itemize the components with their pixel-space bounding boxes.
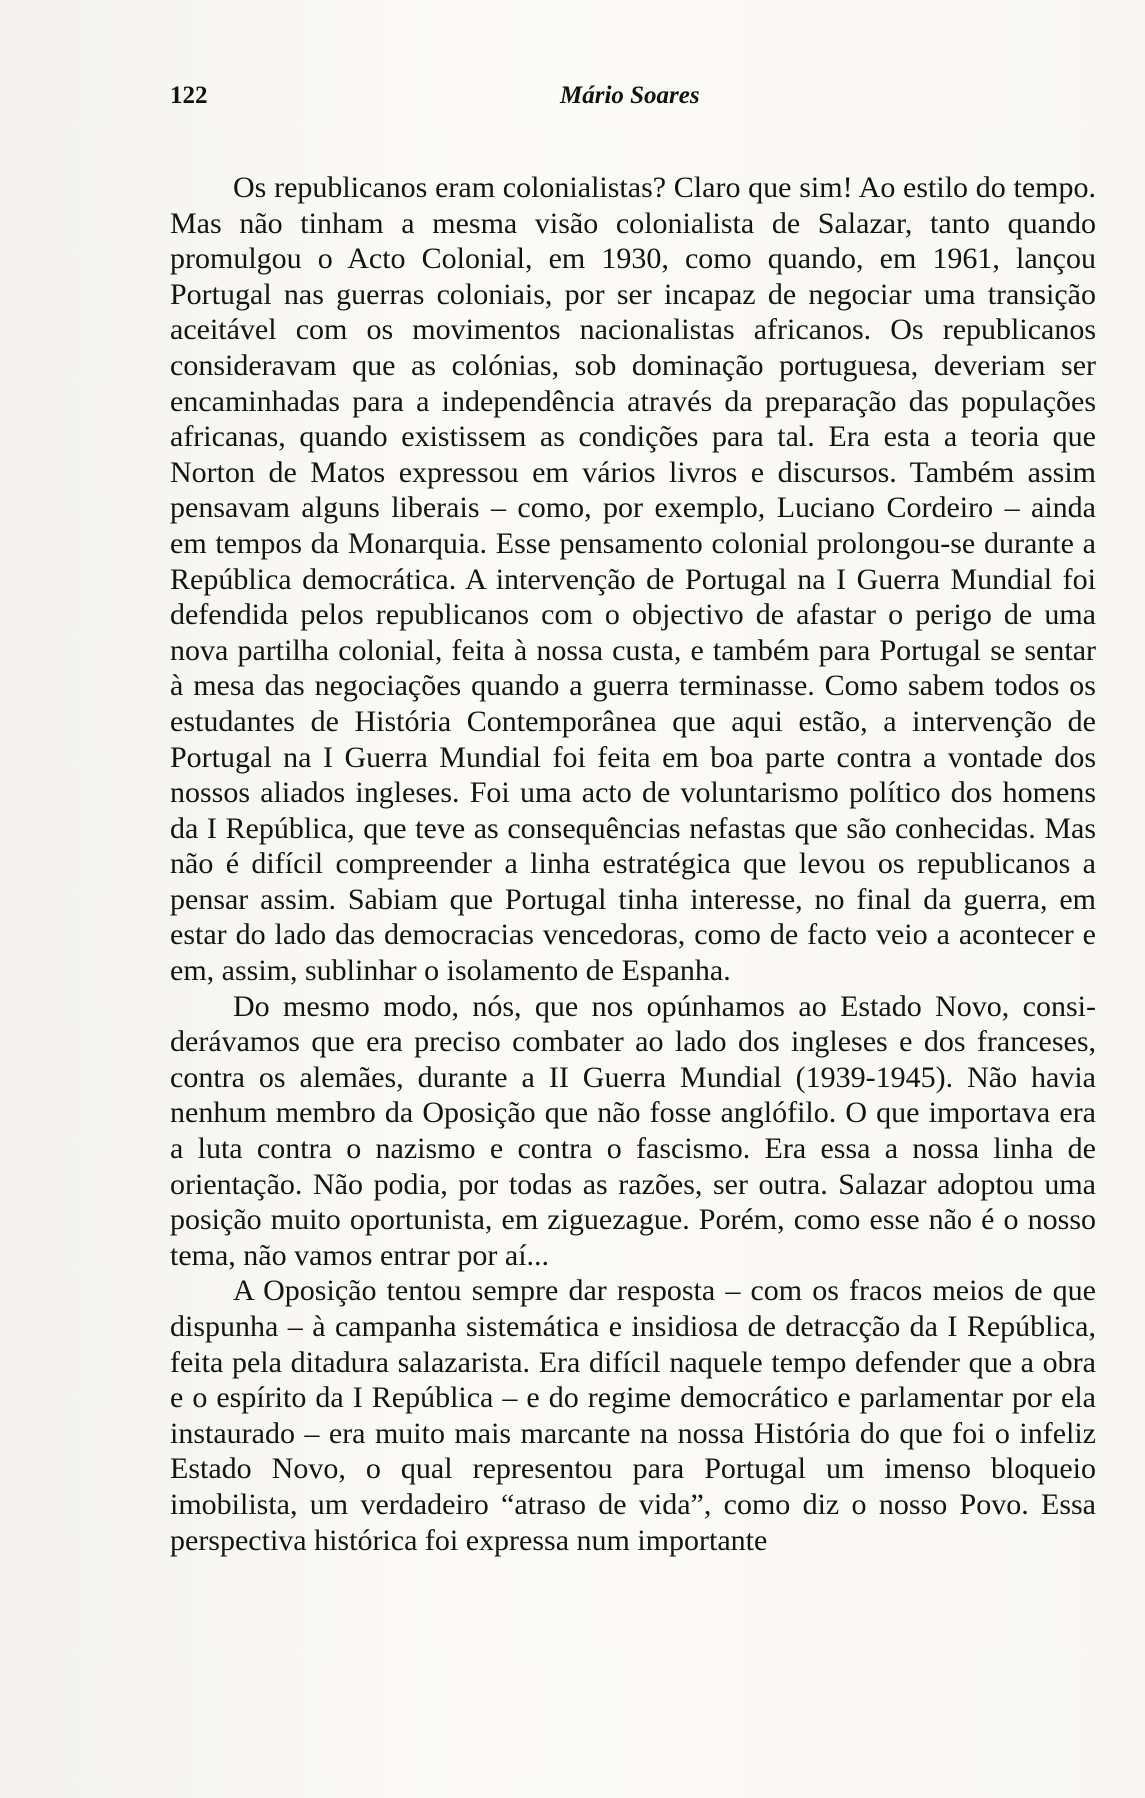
paragraph: Do mesmo modo, nós, que nos opúnhamos ao Estado Novo, considerávamos que era preciso combater ao lado dos ingleses e dos franceses, contra os alemães, durante a II Guerra Mundial (1939-1945). Não havia nenhum membro da Oposição que não fosse anglófilo. O que importava era a luta contra o nazismo e contra o fascismo. Era essa a nossa linha de orientação. Não podia, por todas as razões, ser outra. Salazar adoptou uma posição muito oportunista, em ziguezague. Porém, como esse não é o nosso tema, não vamos entrar por aí...: [170, 989, 1096, 1272]
page-number: 122: [170, 82, 208, 109]
running-head: [170, 82, 1096, 116]
paragraph: A Oposição tentou sempre dar resposta – com os fracos meios de que dispunha – à campanha sistemática e insidiosa de detracção da I República, feita pela ditadura salazarista. Era difícil naquele tempo defender que a obra e o espírito da I República – e do regime democrático e parlamentar por ela instaurado – era muito mais marcante na nossa História do que foi o infeliz Estado Novo, o qual representou para Portugal um imenso bloqueio imobilista, um verdadeiro “atraso de vida”, como diz o nosso Povo. Essa perspectiva histórica foi expressa num importante: [170, 1274, 1096, 1557]
paragraph: Os republicanos eram colonialistas? Claro que sim! Ao estilo do tempo. Mas não tinham a mesma visão colonialista de Salazar, tanto quando promulgou o Acto Colonial, em 1930, como quando, em 1961, lançou Portugal nas guerras coloniais, por ser incapaz de negociar uma transição aceitável com os movimentos nacionalistas africanos. Os republicanos consideravam que as colónias, sob dominação portuguesa, deveriam ser encaminhadas para a independência através da preparação das populações africanas, quando existissem as condições para tal. Era esta a teoria que Norton de Matos expressou em vários livros e discursos. Também assim pensavam alguns liberais – como, por exemplo, Luciano Cordeiro – ainda em tempos da Monarquia. Esse pensamento colonial prolongou-se durante a República democrática. A intervenção de Portugal na I Guerra Mundial foi defendida pelos republicanos com o objectivo de afastar o perigo de uma nova partilha colonial, feita à nossa custa, e também para Portugal se sentar à mesa das negociações quando a guerra terminasse. Como sabem todos os estudantes de História Contemporânea que aqui estão, a intervenção de Portugal na I Guerra Mundial foi feita em boa parte contra a vontade dos nossos aliados ingleses. Foi uma acto de voluntarismo político dos homens da I República, que teve as consequências nefastas que são conhecidas. Mas não é difícil compreender a linha estratégica que levou os republicanos a pensar assim. Sabiam que Portugal tinha interesse, no final da guerra, em estar do lado das democracias vencedoras, como de facto veio a acontecer e em, assim, sublinhar o isolamento de Espanha.: [170, 171, 1096, 988]
running-head-author: Mário Soares: [560, 82, 700, 109]
body-text: [170, 170, 1096, 1558]
